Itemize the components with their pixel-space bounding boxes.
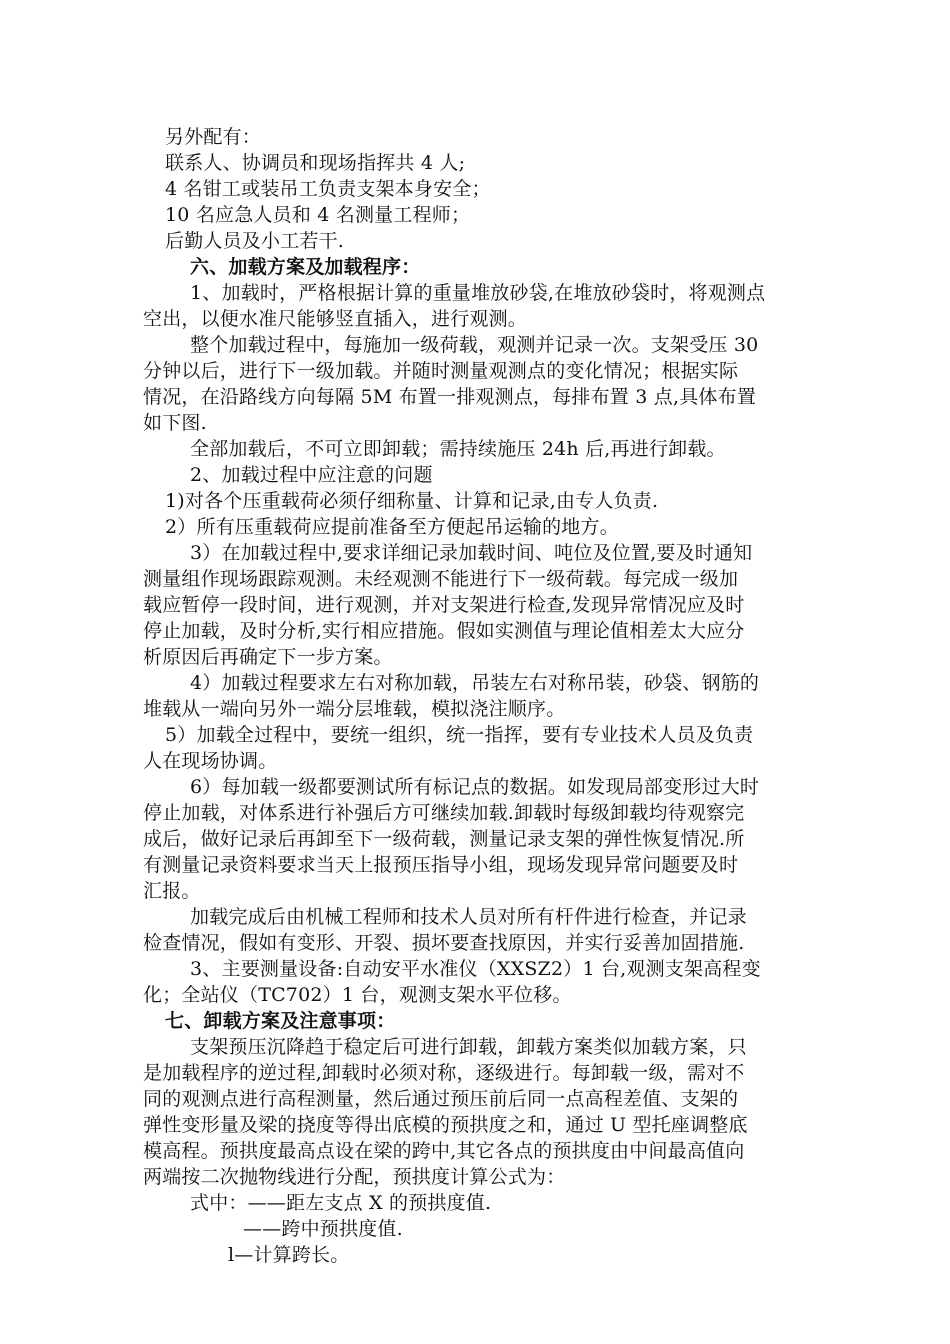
- text-line: 成后，做好记录后再卸至下一级荷载，测量记录支架的弹性恢复情况.所: [143, 828, 745, 850]
- text-line: l—计算跨长。: [228, 1244, 350, 1266]
- text-line: 6）每加载一级都要测试所有标记点的数据。如发现局部变形过大时: [190, 776, 760, 798]
- text-line: 5）加载全过程中，要统一组织，统一指挥，要有专业技术人员及负责: [165, 724, 754, 746]
- text-line: 模高程。预拱度最高点设在梁的跨中,其它各点的预拱度由中间最高值向: [143, 1140, 745, 1162]
- text-line: 情况，在沿路线方向每隔 5M 布置一排观测点，每排布置 3 点,具体布置: [143, 386, 757, 408]
- text-line: 是加载程序的逆过程,卸载时必须对称，逐级进行。每卸载一级，需对不: [143, 1062, 745, 1084]
- text-line: 汇报。: [143, 880, 201, 902]
- text-line: 两端按二次抛物线进行分配，预拱度计算公式为：: [143, 1166, 566, 1188]
- text-line: 加载完成后由机械工程师和技术人员对所有杆件进行检查，并记录: [190, 906, 747, 928]
- text-line: 检查情况，假如有变形、开裂、损坏要查找原因，并实行妥善加固措施.: [143, 932, 745, 954]
- text-line: 2）所有压重载荷应提前准备至方便起吊运输的地方。: [165, 516, 619, 538]
- text-line: 人在现场协调。: [143, 750, 278, 772]
- text-line: 析原因后再确定下一步方案。: [143, 646, 393, 668]
- text-line: 另外配有：: [165, 126, 262, 148]
- text-line: 同的观测点进行高程测量，然后通过预压前后同一点高程差值、支架的: [143, 1088, 739, 1110]
- text-line: 全部加载后，不可立即卸载；需持续施压 24h 后,再进行卸载。: [190, 438, 726, 460]
- text-line: 如下图.: [143, 412, 207, 434]
- text-line: 联系人、协调员和现场指挥共 4 人;: [165, 152, 466, 174]
- text-line: 式中：——距左支点 X 的预拱度值.: [190, 1192, 492, 1214]
- text-line: 4 名钳工或装吊工负责支架本身安全；: [165, 178, 491, 200]
- text-line: 空出，以便水准尺能够竖直插入，进行观测。: [143, 308, 528, 330]
- text-line: 3、主要测量设备:自动安平水准仪（XXSZ2）1 台,观测支架高程变: [190, 958, 761, 980]
- text-line: 载应暂停一段时间，进行观测，并对支架进行检查,发现异常情况应及时: [143, 594, 745, 616]
- text-line: ——跨中预拱度值.: [243, 1218, 403, 1240]
- text-line: 弹性变形量及梁的挠度等得出底模的预拱度之和，通过 U 型托座调整底: [143, 1114, 748, 1136]
- text-line: 有测量记录资料要求当天上报预压指导小组，现场发现异常问题要及时: [143, 854, 739, 876]
- text-line: 1)对各个压重载荷必须仔细称量、计算和记录,由专人负责.: [165, 490, 659, 512]
- text-line: 分钟以后，进行下一级加载。并随时测量观测点的变化情况；根据实际: [143, 360, 739, 382]
- text-line: 10 名应急人员和 4 名测量工程师；: [165, 204, 471, 226]
- text-line: 支架预压沉降趋于稳定后可进行卸载，卸载方案类似加载方案，只: [190, 1036, 747, 1058]
- text-line: 2、加载过程中应注意的问题: [190, 464, 433, 486]
- section-heading: 六、加载方案及加载程序：: [190, 256, 421, 278]
- text-line: 测量组作现场跟踪观测。未经观测不能进行下一级荷载。每完成一级加: [143, 568, 739, 590]
- text-line: 化；全站仪（TC702）1 台，观测支架水平位移。: [143, 984, 572, 1006]
- section-heading: 七、卸载方案及注意事项：: [165, 1010, 396, 1032]
- text-line: 1、加载时，严格根据计算的重量堆放砂袋,在堆放砂袋时，将观测点: [190, 282, 766, 304]
- text-line: 停止加载，对体系进行补强后方可继续加载.卸载时每级卸载均待观察完: [143, 802, 745, 824]
- text-line: 停止加载，及时分析,实行相应措施。假如实测值与理论值相差太大应分: [143, 620, 745, 642]
- text-line: 4）加载过程要求左右对称加载，吊装左右对称吊装，砂袋、钢筋的: [190, 672, 760, 694]
- text-line: 后勤人员及小工若干.: [165, 230, 345, 252]
- text-line: 整个加载过程中，每施加一级荷载，观测并记录一次。支架受压 30: [190, 334, 759, 356]
- text-line: 3）在加载过程中,要求详细记录加载时间、吨位及位置,要及时通知: [190, 542, 753, 564]
- text-line: 堆载从一端向另外一端分层堆载，模拟浇注顺序。: [143, 698, 566, 720]
